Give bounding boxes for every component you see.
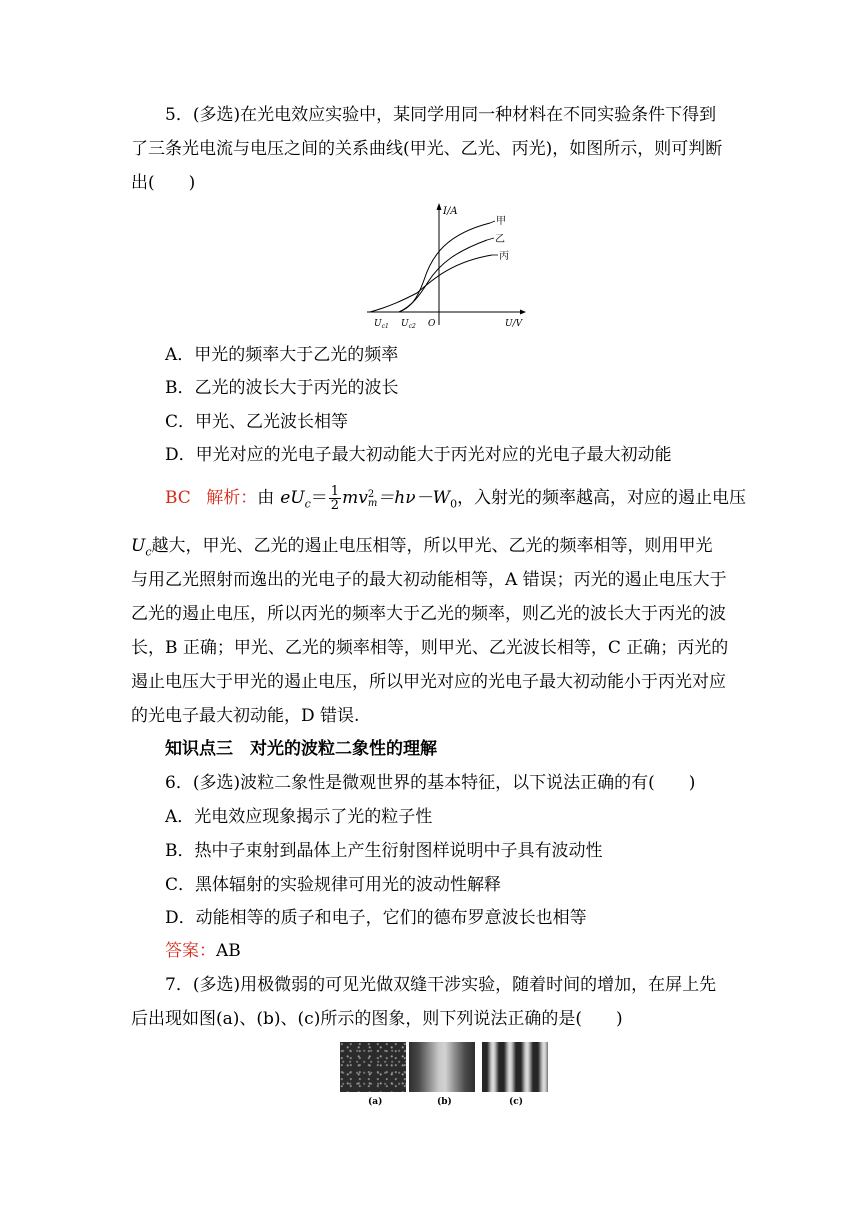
q5-analysis-line5: 长，B 正确；甲光、乙光的频率相等，则甲光、乙光波长相等，C 正确；丙光的 xyxy=(131,638,729,658)
interference-image-a xyxy=(340,1042,406,1092)
q6-answer xyxy=(165,940,241,962)
origin-label: O xyxy=(428,319,436,329)
fraction-denominator: 2 xyxy=(330,498,340,513)
formula-mid-sub: m xyxy=(367,497,378,509)
curve-label-jia: 甲 xyxy=(496,216,506,227)
q5-analysis-line7: 的光电子最大初动能，D 错误. xyxy=(131,706,360,726)
analysis-line1-tail: ，入射光的频率越高，对应的遏止电压 xyxy=(457,488,747,508)
uc1-label: $U_{c1}$ xyxy=(374,319,389,330)
q5-analysis-line3: 与用乙光照射而逸出的光电子的最大初动能相等，A 错误；丙光的遏止电压大于 xyxy=(131,570,727,590)
q5-option-d: D．甲光对应的光电子最大初动能大于丙光对应的光电子最大初动能 xyxy=(165,445,672,465)
formula-right: ＝hν－W xyxy=(377,488,451,508)
formula-left: eU xyxy=(280,488,305,508)
q5-stem-line1: 5．(多选)在光电效应实验中，某同学用同一种材料在不同实验条件下得到 xyxy=(165,105,717,125)
caption-b: (b) xyxy=(437,1097,452,1107)
q5-analysis-line2 xyxy=(131,535,713,563)
caption-c: (c) xyxy=(509,1097,523,1107)
curve-label-bing: 丙 xyxy=(499,251,509,262)
y-axis-arrow xyxy=(437,203,442,210)
caption-a: (a) xyxy=(368,1097,383,1107)
uc2-label: $U_{c2}$ xyxy=(401,319,416,330)
analysis-label: 解析： xyxy=(206,488,258,508)
formula-fraction xyxy=(329,485,341,512)
uc-symbol-sub: c xyxy=(145,545,152,559)
q6-stem: 6．(多选)波粒二象性是微观世界的基本特征，以下说法正确的有( ) xyxy=(165,773,696,793)
formula-mid: mv xyxy=(342,488,368,508)
q6-answer-label: 答案： xyxy=(165,941,216,961)
q5-analysis-line4: 乙光的遏止电压，所以丙光的频率大于乙光的频率，则乙光的波长大于丙光的波 xyxy=(131,604,726,624)
q5-analysis-line6: 遏止电压大于甲光的遏止电压，所以甲光对应的光电子最大初动能小于丙光对应 xyxy=(131,672,726,692)
q6-option-c: C．黑体辐射的实验规律可用光的波动性解释 xyxy=(165,875,502,895)
q5-analysis-line1 xyxy=(165,483,746,519)
q6-option-d: D．动能相等的质子和电子，它们的德布罗意波长也相等 xyxy=(165,908,587,928)
formula-mid-sup: 2 xyxy=(367,488,375,500)
formula-eq: ＝ xyxy=(310,488,328,508)
q5-option-a: A．甲光的频率大于乙光的频率 xyxy=(165,345,399,365)
q5-stem-line2: 了三条光电流与电压之间的关系曲线(甲光、乙光、丙光)，如图所示，则可判断 xyxy=(131,139,723,159)
uc-symbol: U xyxy=(131,536,146,556)
q5-answer-label: BC xyxy=(165,488,191,508)
leader-jia xyxy=(490,221,495,223)
q7-stem-line2: 后出现如图(a)、(b)、(c)所示的图象，则下列说法正确的是( ) xyxy=(131,1009,623,1029)
curve-yi xyxy=(399,240,487,312)
q5-option-c: C．甲光、乙光波长相等 xyxy=(165,412,349,432)
x-axis-label: U/V xyxy=(505,319,523,329)
x-axis-arrow xyxy=(520,310,526,315)
formula-left-sub: c xyxy=(304,497,311,511)
q7-stem-line1: 7．(多选)用极微弱的可见光做双缝干涉实验，随着时间的增加，在屏上先 xyxy=(165,975,717,995)
analysis-line2-text: 越大，甲光、乙光的遏止电压相等，所以甲光、乙光的频率相等，则用甲光 xyxy=(151,536,713,556)
q6-answer-value: AB xyxy=(216,941,241,961)
leader-yi xyxy=(487,238,494,240)
iv-curve-figure xyxy=(362,200,532,335)
q6-option-b: B．热中子束射到晶体上产生衍射图样说明中子具有波动性 xyxy=(165,841,603,861)
formula-mid-scripts xyxy=(368,490,377,508)
interference-image-b xyxy=(409,1042,475,1092)
y-axis-label: I/A xyxy=(443,206,458,217)
analysis-intro: 由 xyxy=(257,488,275,508)
q5-stem-line3: 出( ) xyxy=(131,173,196,193)
section-title: 知识点三 对光的波粒二象性的理解 xyxy=(165,739,437,759)
interference-image-c xyxy=(482,1042,548,1092)
curve-label-yi: 乙 xyxy=(495,234,505,245)
q5-option-b: B．乙光的波长大于丙光的波长 xyxy=(165,378,399,398)
fraction-numerator: 1 xyxy=(330,484,340,499)
formula-right-sub: 0 xyxy=(450,497,458,511)
curve-jia xyxy=(399,223,490,312)
q6-option-a: A．光电效应现象揭示了光的粒子性 xyxy=(165,807,433,827)
